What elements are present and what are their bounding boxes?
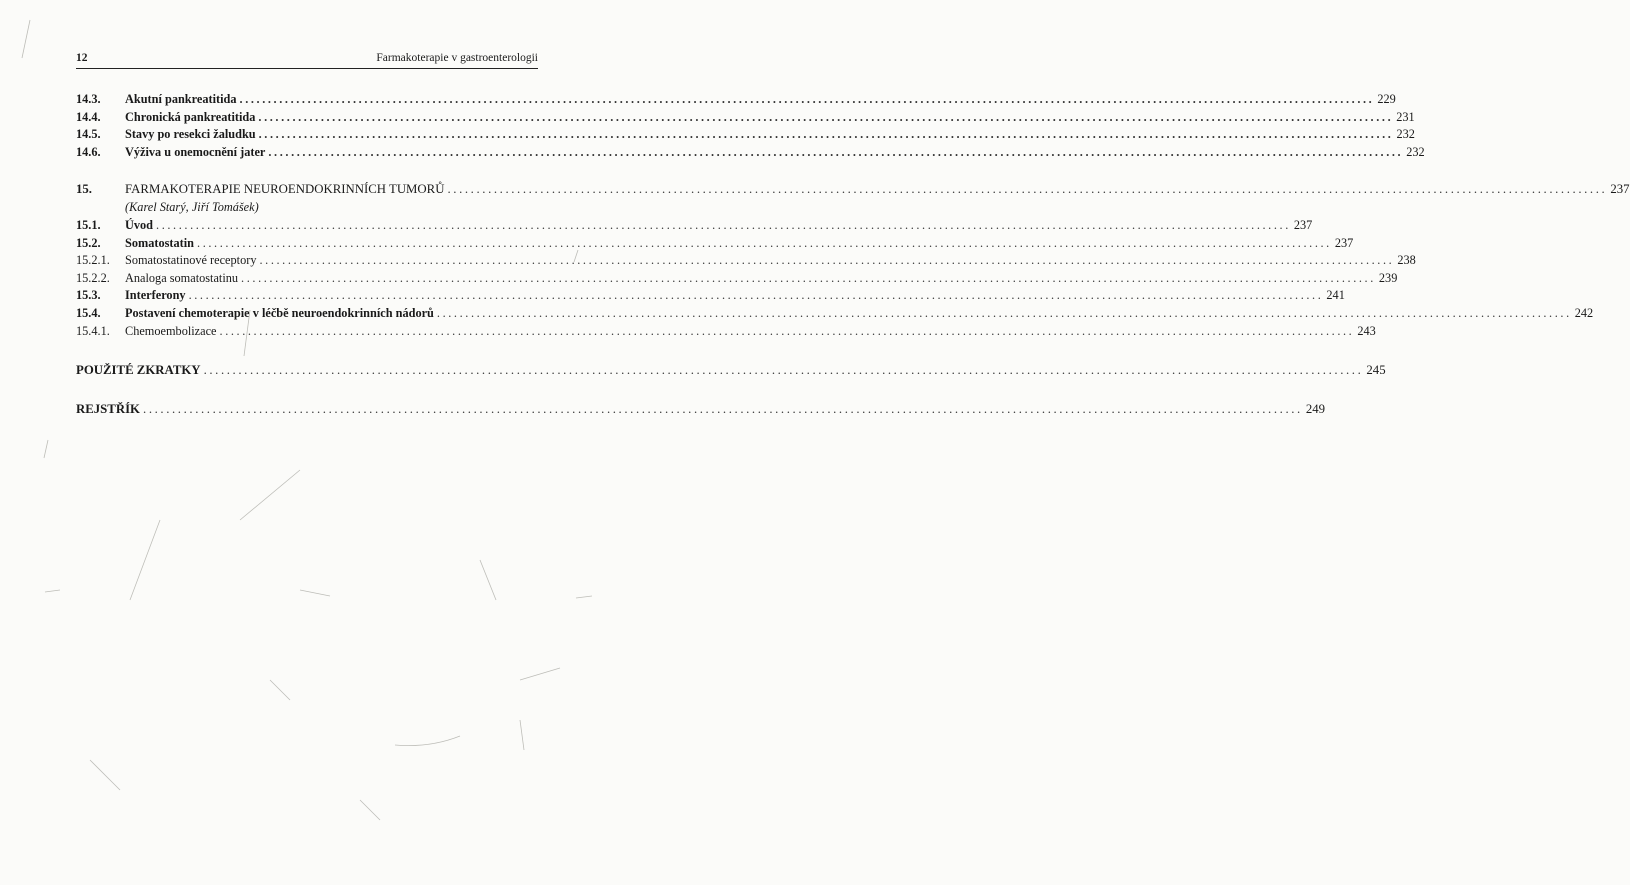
leader-dots: ........................................................................................................................................................................................................: [197, 235, 1332, 250]
toc-entry-15-2[interactable]: 15.2. Somatostatin ........................................................................................................................................................................................................ 237: [76, 235, 1354, 250]
toc-entry-14-4[interactable]: 14.4. Chronická pankreatitida ........................................................................................................................................................................................................ 231: [76, 109, 1415, 124]
leader-dots: ........................................................................................................................................................................................................: [156, 217, 1291, 232]
running-header: [76, 52, 538, 69]
leader-dots: ........................................................................................................................................................................................................: [188, 288, 1324, 303]
toc-entry-14-5[interactable]: 14.5. Stavy po resekci žaludku ........................................................................................................................................................................................................ 232: [76, 127, 1415, 142]
leader-dots: ........................................................................................................................................................................................................: [241, 270, 1376, 285]
leader-dots: ........................................................................................................................................................................................................: [239, 92, 1375, 106]
leader-dots: ........................................................................................................................................................................................................: [436, 305, 1572, 320]
toc-entry-15-2-1[interactable]: 15.2.1. Somatostatinové receptory ........................................................................................................................................................................................................ 238: [76, 253, 1416, 268]
toc-entry-15-1[interactable]: 15.1. Úvod ........................................................................................................................................................................................................ 237: [76, 217, 1313, 232]
toc-chapter-15[interactable]: 15. FARMAKOTERAPIE NEUROENDOKRINNÍCH TUMORŮ ........................................................................................................................................................................................................ 237: [76, 182, 1630, 197]
toc-entry-15-4[interactable]: 15.4. Postavení chemoterapie v léčbě neuroendokrinních nádorů ........................................................................................................................................................................................................ 242: [76, 305, 1594, 320]
toc-index[interactable]: REJSTŘÍK ........................................................................................................................................................................................................ 249: [76, 401, 1326, 416]
table-of-contents: [76, 92, 1630, 419]
leader-dots: ........................................................................................................................................................................................................: [258, 127, 1394, 142]
leader-dots: ........................................................................................................................................................................................................: [268, 144, 1404, 159]
book-title: Farmakoterapie v gastroenterologii: [376, 52, 538, 64]
toc-entry-15-3[interactable]: 15.3. Interferony ........................................................................................................................................................................................................ 241: [76, 288, 1345, 303]
leader-dots: ........................................................................................................................................................................................................: [259, 253, 1395, 268]
toc-abbreviations[interactable]: POUŽITÉ ZKRATKY ........................................................................................................................................................................................................ 245: [76, 363, 1386, 378]
toc-entry-15-2-2[interactable]: 15.2.2. Analoga somatostatinu ........................................................................................................................................................................................................ 239: [76, 270, 1398, 285]
toc-entry-15-4-1[interactable]: 15.4.1. Chemoembolizace ........................................................................................................................................................................................................ 243: [76, 323, 1376, 338]
leader-dots: ........................................................................................................................................................................................................: [447, 182, 1608, 197]
page-number: 12: [76, 52, 88, 64]
leader-dots: ........................................................................................................................................................................................................: [258, 109, 1394, 124]
chapter-authors: (Karel Starý, Jiří Tomášek): [125, 199, 259, 214]
leader-dots: ........................................................................................................................................................................................................: [143, 401, 1303, 416]
leader-dots: ........................................................................................................................................................................................................: [203, 363, 1364, 378]
leader-dots: ........................................................................................................................................................................................................: [219, 323, 1355, 338]
toc-entry-14-3[interactable]: 14.3. Akutní pankreatitida ........................................................................................................................................................................................................ 229: [76, 92, 1396, 106]
toc-entry-14-6[interactable]: 14.6. Výživa u onemocnění jater ........................................................................................................................................................................................................ 232: [76, 144, 1425, 159]
